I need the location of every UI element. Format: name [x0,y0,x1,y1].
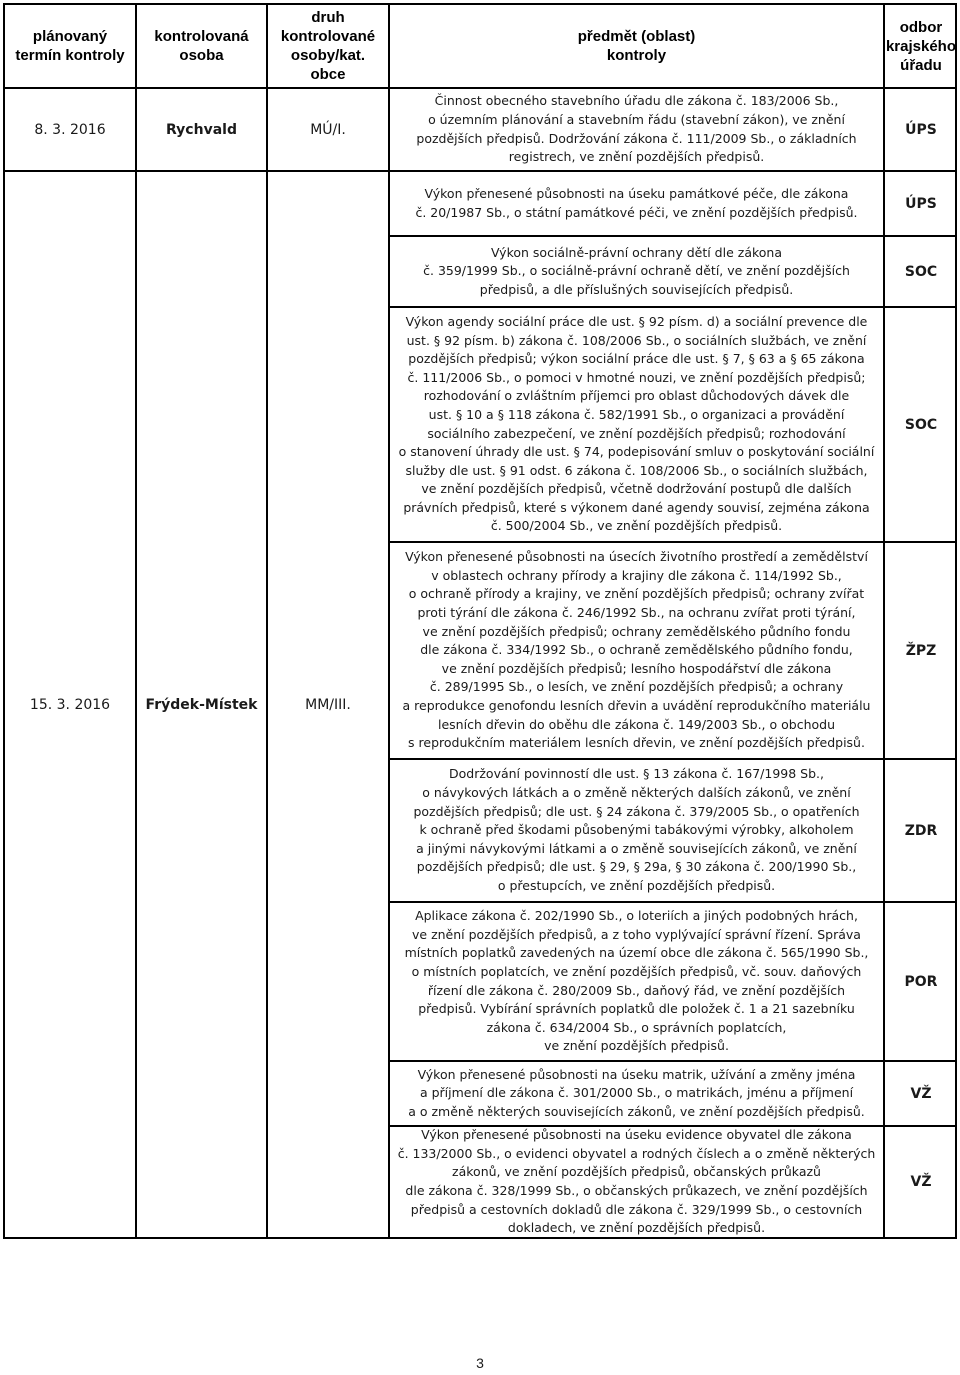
control-plan-table [3,3,957,1239]
control-subject: Výkon přenesené působnosti na úseku matrik, užívání a změny jména a příjmení dle zákona č. 301/2000 Sb., o matrikách, jménu a příjmení a o změně některých souvisejících zákonů, ve znění pozdějších předpisů. [408,1066,865,1119]
department-code: ÚPS [905,121,937,138]
control-subject: Výkon přenesené působnosti na úsecích životního prostředí a zemědělství v oblastech ochrany přírody a krajiny dle zákona č. 114/1992 Sb., o ochraně přírody a krajiny, ve znění pozdějších předpisů; ochrany zvířat proti týrání dle zákona č. 246/1992 Sb., na ochranu zvířat proti týrání, ve znění pozdějších předpisů; ochrany zemědělského půdního fondu dle zákona č. 334/1992 Sb., o ochraně zemědělského půdního fondu, ve znění pozdějších předpisů; lesního hospodářství dle zákona č. 289/1995 Sb., o lesích, ve znění pozdějších předpisů; a ochrany a reprodukce genofondu lesních dřevin a uvádění reprodukčního materiálu lesních dřevin do oběhu dle zákona č. 149/2003 Sb., o obchodu s reprodukčním materiálem lesních dřevin, ve znění pozdějších předpisů. [402,549,871,751]
department-code: ZDR [904,822,938,839]
header-subject: předmět (oblast) kontroly [577,28,696,64]
department-code: VŽ [910,1174,932,1190]
header-type: druh kontrolované osoby/kat. obce [280,9,376,83]
person-type: MM/III. [305,696,351,713]
control-subject: Dodržování povinností dle ust. § 13 zákona č. 167/1998 Sb., o návykových látkách a o změně některých dalších zákonů, ve znění pozdějších předpisů; dle ust. § 24 zákona č. 379/2005 Sb., o opatřeních k ochraně před škodami působenými tabákovými výrobky, alkoholem a jinými návykovými látkami a o změně souvisejících zákonů, ve znění pozdějších předpisů; dle ust. § 29, § 29a, § 30 zákona č. 200/1990 Sb., o přestupcích, ve znění pozdějších předpisů. [413,766,860,893]
control-subject: Činnost obecného stavebního úřadu dle zákona č. 183/2006 Sb., o územním plánování a stavebním řádu (stavební zákon), ve znění pozdějších předpisů. Dodržování zákona č. 111/2009 Sb., o základních registrech, ve znění pozdějších předpisů. [416,93,857,165]
controlled-person: Frýdek-Místek [145,696,258,713]
department-code: ÚPS [905,195,937,212]
department-code: VŽ [910,1085,932,1102]
department-code: POR [904,973,938,990]
control-subject: Výkon přenesené působnosti na úseku evidence obyvatel dle zákona č. 133/2000 Sb., o evidenci obyvatel a rodných číslech a o změně některých zákonů, ve znění pozdějších předpisů, občanských průkazů dle zákona č. 328/1999 Sb., o občanských průkazech, ve znění pozdějších předpisů a cestovních dokladů dle zákona č. 329/1999 Sb., o cestovních dokladech, ve znění pozdějších předpisů. [397,1127,876,1236]
department-code: SOC [904,263,938,280]
control-subject: Aplikace zákona č. 202/1990 Sb., o loteriích a jiných podobných hrách, ve znění pozdějších předpisů, a z toho vyplývající správní řízení. Správa místních poplatků zavedených na území obce dle zákona č. 565/1990 Sb., o místních poplatcích, ve znění pozdějších předpisů, vč. souv. daňových řízení dle zákona č. 280/2009 Sb., daňový řád, ve znění pozdějších předpisů. Vybírání správních poplatků dle položek č. 1 a 21 sazebníku zákona č. 634/2004 Sb., o správních poplatcích, ve znění pozdějších předpisů. [404,908,869,1054]
header-person: kontrolovaná osoba [154,28,249,64]
person-type: MÚ/I. [310,121,346,138]
page-number: 3 [476,1355,484,1371]
header-date: plánovaný termín kontroly [15,28,125,64]
control-date: 8. 3. 2016 [34,121,106,138]
department-code: SOC [904,416,938,433]
controlled-person: Rychvald [166,121,237,138]
control-date: 15. 3. 2016 [29,696,111,713]
control-subject: Výkon přenesené působnosti na úseku památkové péče, dle zákona č. 20/1987 Sb., o státní památkové péči, ve znění pozdějších předpisů. [415,185,858,220]
header-department: odbor krajského úřadu [885,18,957,74]
control-subject: Výkon agendy sociální práce dle ust. § 92 písm. d) a sociální prevence dle ust. § 92 písm. b) zákona č. 108/2006 Sb., o sociálních službách, ve znění pozdějších předpisů; výkon sociální práce dle ust. § 7, § 63 a § 65 zákona č. 111/2006 Sb., o pomoci v hmotné nouzi, ve znění pozdějších předpisů; rozhodování o zvláštním příjemci pro oblast důchodových dávek dle ust. § 10 a § 118 zákona č. 582/1991 Sb., o organizaci a provádění sociálního zabezpečení, ve znění pozdějších předpisů; rozhodování o stanovení úhrady dle ust. § 74, podepisování smluv o poskytování sociální služby dle ust. § 91 odst. 6 zákona č. 108/2006 Sb., o sociálních službách, ve znění pozdějších předpisů, včetně dodržování postupů dle dalších právních předpisů, které s výkonem dané agendy souvisí, zejména zákona č. 500/2004 Sb., ve znění pozdějších předpisů. [398,313,875,534]
control-subject: Výkon sociálně-právní ochrany dětí dle zákona č. 359/1999 Sb., o sociálně-právní ochraně dětí, ve znění pozdějších předpisů, a dle příslušných souvisejících předpisů. [423,244,850,297]
department-code: ŽPZ [905,642,937,659]
